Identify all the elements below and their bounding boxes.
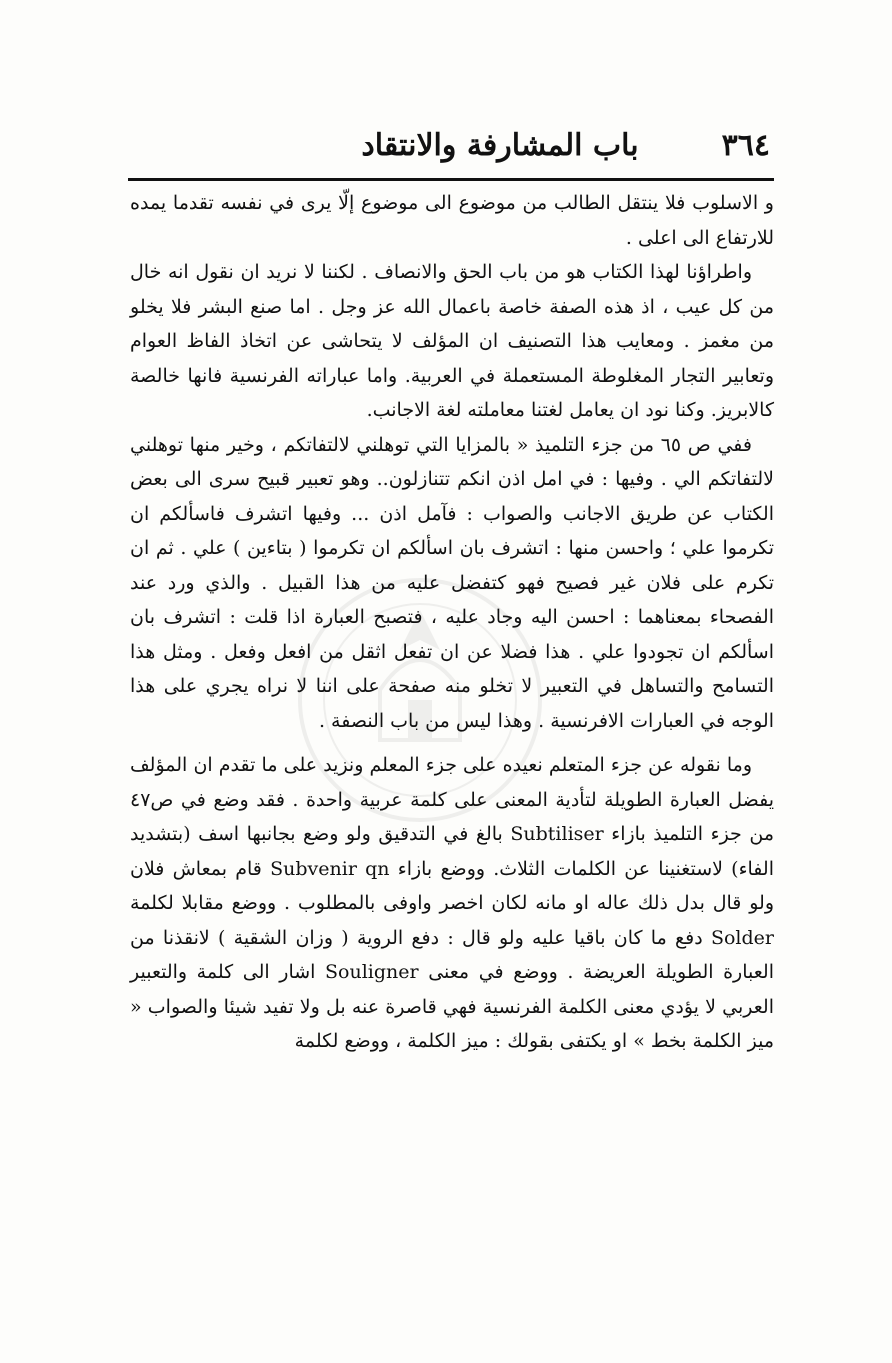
paragraph-2: واطراؤنا لهذا الكتاب هو من باب الحق والانصاف . لكننا لا نريد ان نقول انه خال من كل عيب ، اذ هذه الصفة خاصة باعمال الله عز وجل . اما صنع البشر فلا يخلو من مغمز . ومعايب هذا التصنيف ان المؤلف لا يتحاشى عن اتخاذ الفاظ العوام وتعابير التجار المغلوطة المستعملة في العربية. واما عباراته الفرنسية فانها خالصة كالابريز. وكنا نود ان يعامل لغتنا معاملته لغة الاجانب.: [130, 261, 774, 421]
paragraph-3: ففي ص ٦٥ من جزء التلميذ « بالمزايا التي توهلني لالتفاتكم ، وخير منها توهلني لالتفاتكم الي . وفيها : في امل اذن انكم تتنازلون.. وهو تعبير قبيح سرى الى بعض الكتاب عن طريق الاجانب والصواب : فآمل اذن ... وفيها اتشرف فاسألكم ان تكرموا علي ؛ واحسن منها : اتشرف بان اسألكم ان تكرموا ( بتاءين ) علي . ثم ان تكرم على فلان غير فصيح فهو كتفضل عليه من هذا القبيل . والذي ورد عند الفصحاء بمعناهما : احسن اليه وجاد عليه ، فتصبح العبارة اذا قلت : اتشرف بان اسألكم ان تجودوا علي . هذا فضلا عن ان تفعل اثقل من افعل وفعل . ومثل هذا التسامح والتساهل في التعبير لا تخلو منه صفحة على اننا لا نراه يجري على هذا الوجه في العبارات الافرنسية . وهذا ليس من باب النصفة .: [130, 433, 774, 732]
page-header: [130, 128, 770, 172]
running-title: باب المشارفة والانتقاد: [361, 128, 639, 163]
page-number: ٣٦٤: [721, 128, 770, 163]
paragraph-1: و الاسلوب فلا ينتقل الطالب من موضوع الى موضوع إلّا يرى في نفسه تقدما يمده للارتفاع الى اعلى .: [130, 192, 774, 249]
body-text: [130, 186, 774, 1059]
paragraph-4: وما نقوله عن جزء المتعلم نعيده على جزء المعلم ونزيد على ما تقدم ان المؤلف يفضل العبارة الطويلة لتأدية المعنى على كلمة عربية واحدة . فقد وضع في ص٤٧ من جزء التلميذ بازاء Subtiliser بالغ في التدقيق ولو وضع بجانبها اسف (بتشديد الفاء) لاستغنينا عن الكلمات الثلاث. ووضع بازاء Subvenir qn قام بمعاش فلان ولو قال بدل ذلك عاله او مانه لكان اخصر واوفى بالمطلوب . ووضع مقابلا لكلمة Solder دفع ما كان باقيا عليه ولو قال : دفع الروية ( وزان الشقية ) لانقذنا من العبارة الطويلة العريضة . ووضع في معنى Souligner اشار الى كلمة والتعبير العربي لا يؤدي معنى الكلمة الفرنسية فهي قاصرة عنه بل ولا تفيد شيئا والصواب « ميز الكلمة بخط » او يكتفى بقولك : ميز الكلمة ، ووضع لكلمة: [130, 754, 775, 1052]
header-rule: [128, 178, 774, 181]
